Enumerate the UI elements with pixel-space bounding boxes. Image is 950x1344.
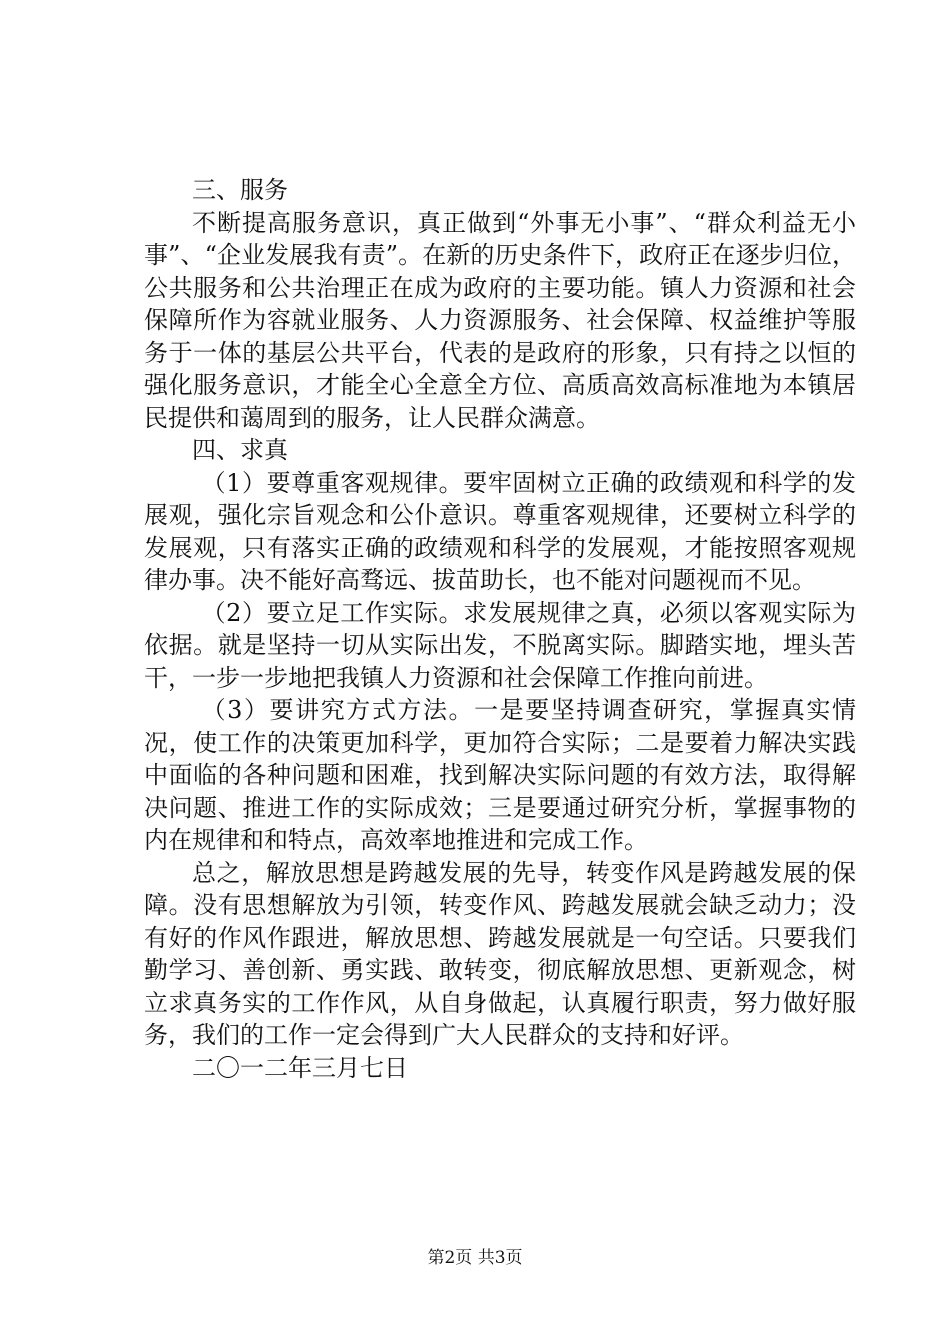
document-date: 二〇一二年三月七日 [192,1053,408,1082]
document-body [144,174,856,1084]
paragraph-truth-1: （1）要尊重客观规律。要牢固树立正确的政绩观和科学的发展观，强化宗旨观念和公仆意识。尊重客观规律，还要树立科学的发展观，只有落实正确的政绩观和科学的发展观，才能按照客观规律办事。决不能好高骛远、拔苗助长，也不能对问题视而不见。 [144,468,856,594]
paragraph-service: 不断提高服务意识，真正做到“外事无小事”、“群众利益无小事”、“企业发展我有责”。在新的历史条件下，政府正在逐步归位，公共服务和公共治理正在成为政府的主要功能。镇人力资源和社会保障所作为容就业服务、人力资源服务、社会保障、权益维护等服务于一体的基层公共平台，代表的是政府的形象，只有持之以恒的强化服务意识，才能全心全意全方位、高质高效高标准地为本镇居民提供和蔼周到的服务，让人民群众满意。 [144,208,856,432]
paragraph-conclusion: 总之，解放思想是跨越发展的先导，转变作风是跨越发展的保障。没有思想解放为引领，转变作风、跨越发展就会缺乏动力；没有好的作风作跟进，解放思想、跨越发展就是一句空话。只要我们勤学习、善创新、勇实践、敢转变，彻底解放思想、更新观念，树立求真务实的工作作风，从自身做起，认真履行职责，努力做好服务，我们的工作一定会得到广大人民群众的支持和好评。 [144,858,856,1049]
paragraph-truth-2: （2）要立足工作实际。求发展规律之真，必须以客观实际为依据。就是坚持一切从实际出发，不脱离实际。脚踏实地，埋头苦干，一步一步地把我镇人力资源和社会保障工作推向前进。 [144,598,856,692]
page-number-footer: 第2页 共3页 [427,1248,523,1268]
section-heading-service: 三、服务 [192,176,288,204]
paragraph-truth-3: （3）要讲究方式方法。一是要坚持调查研究，掌握真实情况，使工作的决策更加科学，更加符合实际；二是要着力解决实践中面临的各种问题和困难，找到解决实际问题的有效方法，取得解决问题、推进工作的实际成效；三是要通过研究分析，掌握事物的内在规律和和特点，高效率地推进和完成工作。 [144,696,856,854]
section-heading-truth: 四、求真 [192,436,288,464]
